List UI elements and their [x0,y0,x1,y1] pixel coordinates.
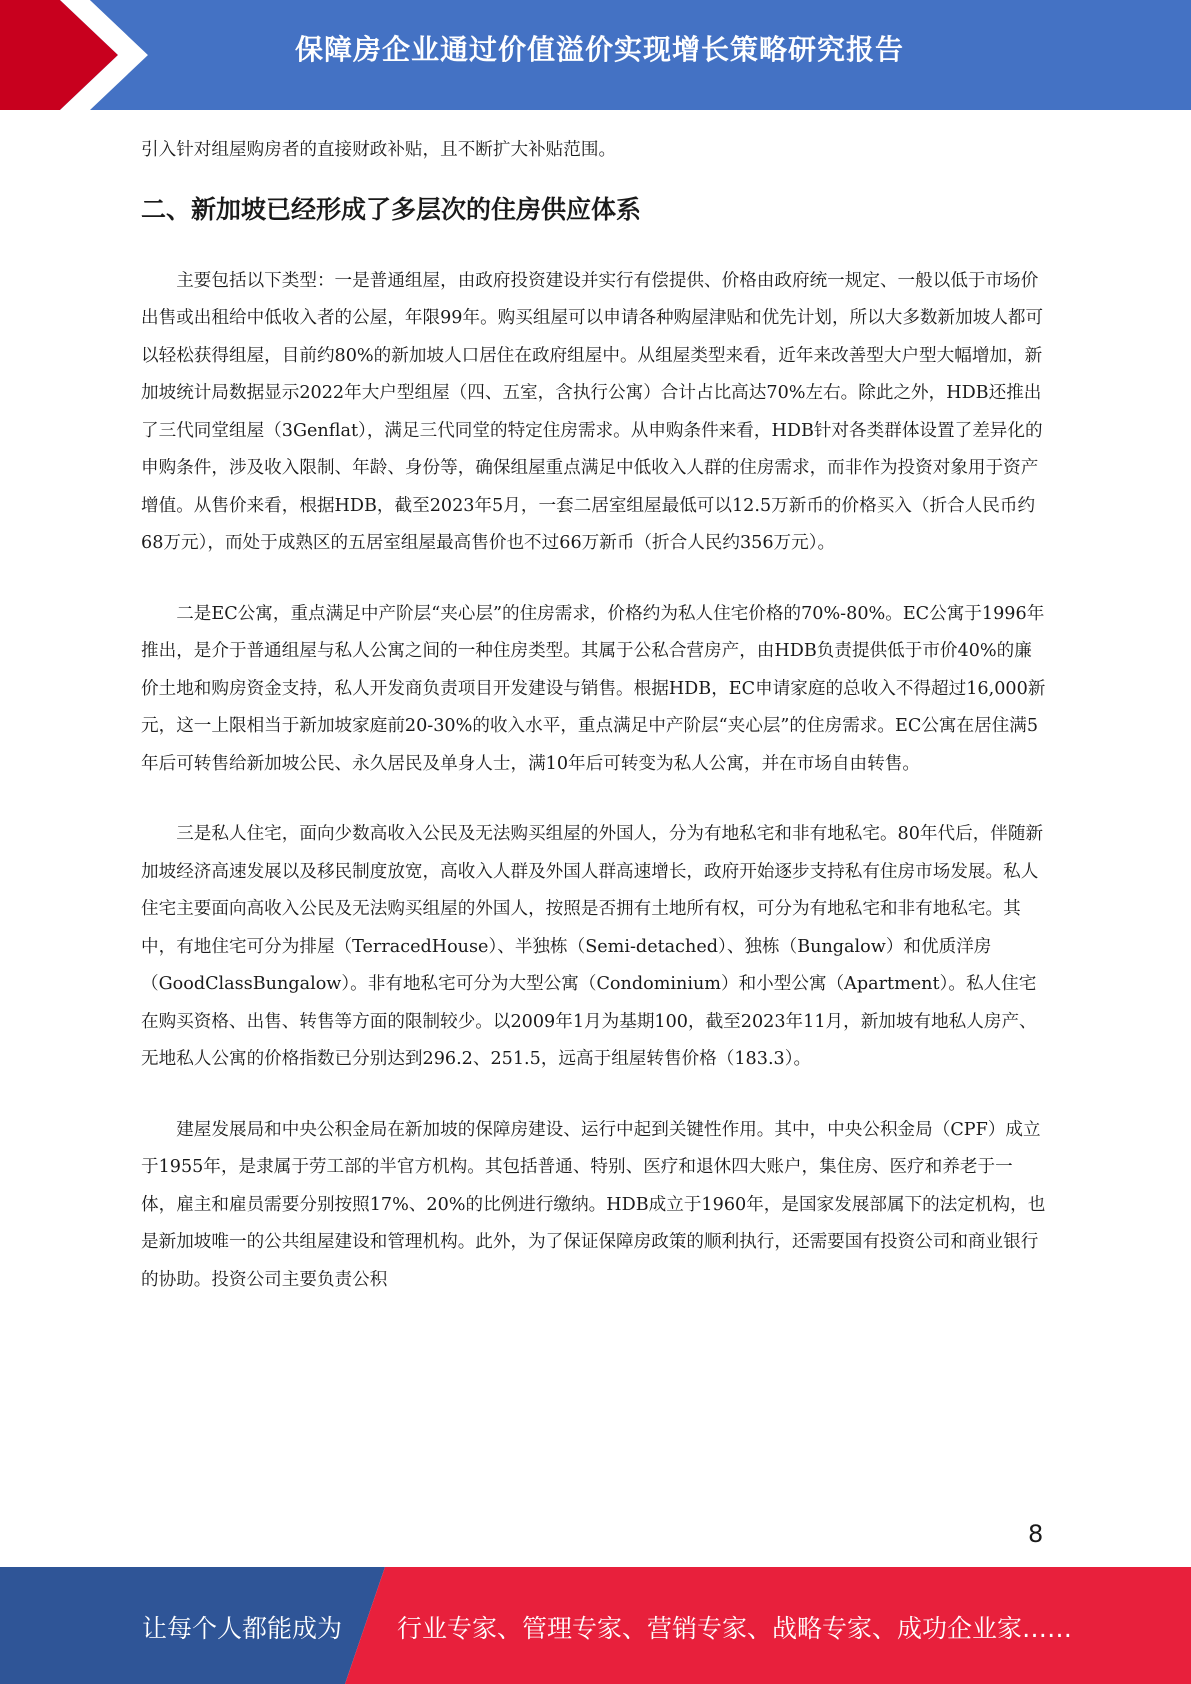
footer-slogan-right: 行业专家、管理专家、营销专家、战略专家、成功企业家…… [397,1614,1073,1643]
document-body [141,132,1046,1299]
paragraph-2: 二是EC公寓，重点满足中产阶层“夹心层”的住房需求，价格约为私人住宅价格的70%-80%。EC公寓于1996年推出，是介于普通组屋与私人公寓之间的一种住房类型。其属于公私合营房产，由HDB负责提供低于市价40%的廉价土地和购房资金支持，私人开发商负责项目开发建设与销售。根据HDB，EC申请家庭的总收入不得超过16,000新元，这一上限相当于新加坡家庭前20-30%的收入水平，重点满足中产阶层“夹心层”的住房需求。EC公寓在居住满5年后可转售给新加坡公民、永久居民及单身人士，满10年后可转变为私人公寓，并在市场自由转售。 [141,603,1046,774]
paragraph-1: 主要包括以下类型：一是普通组屋，由政府投资建设并实行有偿提供、价格由政府统一规定、一般以低于市场价出售或出租给中低收入者的公屋，年限99年。购买组屋可以申请各种购屋津贴和优先计划，所以大多数新加坡人都可以轻松获得组屋，目前约80%的新加坡人口居住在政府组屋中。从组屋类型来看，近年来改善型大户型大幅增加，新加坡统计局数据显示2022年大户型组屋（四、五室，含执行公寓）合计占比高达70%左右。除此之外，HDB还推出了三代同堂组屋（3Genflat），满足三代同堂的特定住房需求。从申购条件来看，HDB针对各类群体设置了差异化的申购条件，涉及收入限制、年龄、身份等，确保组屋重点满足中低收入人群的住房需求，而非作为投资对象用于资产增值。从售价来看，根据HDB，截至2023年5月，一套二居室组屋最低可以12.5万新币的价格买入（折合人民币约68万元），而处于成熟区的五居室组屋最高售价也不过66万新币（折合人民约356万元）。 [141,270,1044,553]
page-footer [0,1567,1191,1684]
footer-slogan-left: 让每个人都能成为 [142,1614,343,1643]
paragraph-3: 三是私人住宅，面向少数高收入公民及无法购买组屋的外国人，分为有地私宅和非有地私宅。80年代后，伴随新加坡经济高速发展以及移民制度放宽，高收入人群及外国人群高速增长，政府开始逐步支持私有住房市场发展。私人住宅主要面向高收入公民及无法购买组屋的外国人，按照是否拥有土地所有权，可分为有地私宅和非有地私宅。其中，有地住宅可分为排屋（TerracedHouse）、半独栋（Semi-detached）、独栋（Bungalow）和优质洋房（GoodClassBungalow）。非有地私宅可分为大型公寓（Condominium）和小型公寓（Apartment）。私人住宅在购买资格、出售、转售等方面的限制较少。以2009年1月为基期100，截至2023年11月，新加坡有地私人房产、无地私人公寓的价格指数已分别达到296.2、251.5，远高于组屋转售价格（183.3）。 [141,824,1044,1069]
page-header [0,0,1191,110]
intro-paragraph: 引入针对组屋购房者的直接财政补贴，且不断扩大补贴范围。 [141,140,617,160]
header-title: 保障房企业通过价值溢价实现增长策略研究报告 [295,33,905,66]
section-title: 二、新加坡已经形成了多层次的住房供应体系 [141,194,642,224]
page-number: 8 [1028,1520,1044,1548]
paragraph-4: 建屋发展局和中央公积金局在新加坡的保障房建设、运行中起到关键性作用。其中，中央公积金局（CPF）成立于1955年，是隶属于劳工部的半官方机构。其包括普通、特别、医疗和退休四大账户，集住房、医疗和养老于一体，雇主和雇员需要分别按照17%、20%的比例进行缴纳。HDB成立于1960年，是国家发展部属下的法定机构，也是新加坡唯一的公共组屋建设和管理机构。此外，为了保证保障房政策的顺利执行，还需要国有投资公司和商业银行的协助。投资公司主要负责公积 [141,1119,1046,1290]
